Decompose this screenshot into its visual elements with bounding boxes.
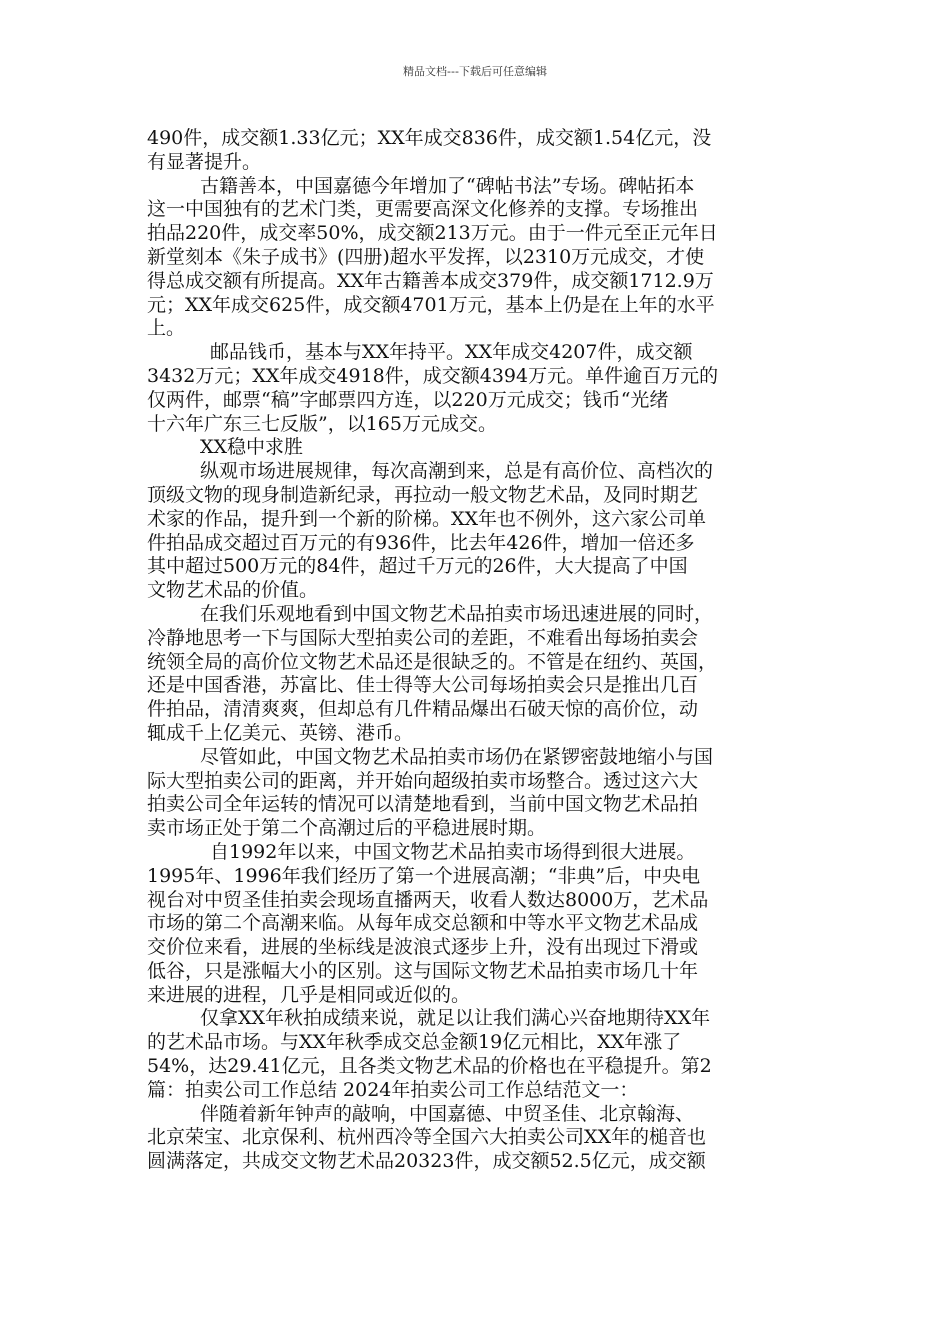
text-line: 1995年、1996年我们经历了第一个进展高潮；“非典”后，中央电 <box>147 864 701 887</box>
text-line: 这一中国独有的艺术门类，更需要高深文化修养的支撑。专场推出 <box>147 198 699 221</box>
text-line: 卖市场正处于第二个高潮过后的平稳进展时期。 <box>147 817 547 840</box>
text-line: 统领全局的高价位文物艺术品还是很缺乏的。不管是在纽约、英国， <box>147 650 718 673</box>
text-line: 古籍善本，中国嘉德今年增加了“碑帖书法”专场。碑帖拓本 <box>200 174 695 197</box>
text-line: 低谷，只是涨幅大小的区别。这与国际文物艺术品拍卖市场几十年 <box>147 959 699 982</box>
text-line: 北京荣宝、北京保利、杭州西冷等全国六大拍卖公司XX年的槌音也 <box>147 1126 707 1149</box>
text-line: 新堂刻本《朱子成书》(四册)超水平发挥，以2310万元成交，才使 <box>147 245 705 268</box>
text-line: 的艺术品市场。与XX年秋季成交总金额19亿元相比，XX年涨了 <box>147 1031 682 1054</box>
text-line: 有显著提升。 <box>147 150 262 173</box>
text-line: 3432万元；XX年成交4918件，成交额4394万元。单件逾百万元的 <box>147 364 719 387</box>
text-line: 顶级文物的现身制造新纪录，再拉动一般文物艺术品，及同时期艺 <box>147 483 699 506</box>
text-line: 拍品220件，成交率50%，成交额213万元。由于一件元至正元年日 <box>147 222 718 245</box>
text-line: 元；XX年成交625件，成交额4701万元，基本上仍是在上年的水平 <box>147 293 715 316</box>
text-line: 自1992年以来，中国文物艺术品拍卖市场得到很大进展。 <box>210 840 696 863</box>
document-body <box>147 127 809 1174</box>
text-line: 篇：拍卖公司工作总结 2024年拍卖公司工作总结范文一： <box>147 1078 639 1101</box>
text-line: 纵观市场进展规律，每次高潮到来，总是有高价位、高档次的 <box>200 460 714 483</box>
text-line: 仅两件，邮票“稿”字邮票四方连，以220万元成交；钱币“光绪 <box>147 388 669 411</box>
page-header: 精品文档---下载后可任意编辑 <box>403 65 547 78</box>
text-line: 交价位来看，进展的坐标线是波浪式逐步上升，没有出现过下滑或 <box>147 936 699 959</box>
text-line: 视台对中贸圣佳拍卖会现场直播两天，收看人数达8000万，艺术品 <box>147 888 709 911</box>
text-line: 圆满落定，共成交文物艺术品20323件，成交额52.5亿元，成交额 <box>147 1150 706 1173</box>
text-line: 在我们乐观地看到中国文物艺术品拍卖市场迅速进展的同时， <box>200 602 714 625</box>
text-line: 件拍品成交超过百万元的有936件，比去年426件，增加一倍还多 <box>147 531 695 554</box>
text-line: 54%，达29.41亿元，且各类文物艺术品的价格也在平稳提升。第2 <box>147 1055 712 1078</box>
text-line: 拍卖公司全年运转的情况可以清楚地看到，当前中国文物艺术品拍 <box>147 793 699 816</box>
text-line: 来进展的进程，几乎是相同或近似的。 <box>147 983 471 1006</box>
text-line: 还是中国香港，苏富比、佳士得等大公司每场拍卖会只是推出几百 <box>147 674 699 697</box>
text-line: 市场的第二个高潮来临。从每年成交总额和中等水平文物艺术品成 <box>147 912 699 935</box>
text-line: 伴随着新年钟声的敲响，中国嘉德、中贸圣佳、北京翰海、 <box>200 1102 695 1125</box>
text-line: 辄成千上亿美元、英镑、港币。 <box>147 721 414 744</box>
text-line: 件拍品，清清爽爽，但却总有几件精品爆出石破天惊的高价位，动 <box>147 698 699 721</box>
text-line: 得总成交额有所提高。XX年古籍善本成交379件，成交额1712.9万 <box>147 269 714 292</box>
text-line: 邮品钱币，基本与XX年持平。XX年成交4207件，成交额 <box>210 341 693 364</box>
text-line: 上。 <box>147 317 186 340</box>
text-line: 490件，成交额1.33亿元；XX年成交836件，成交额1.54亿元，没 <box>147 127 712 149</box>
text-line: XX稳中求胜 <box>200 436 304 459</box>
text-line: 术家的作品，提升到一个新的阶梯。XX年也不例外，这六家公司单 <box>147 507 707 530</box>
text-line: 际大型拍卖公司的距离，并开始向超级拍卖市场整合。透过这六大 <box>147 769 699 792</box>
text-line: 其中超过500万元的84件，超过千万元的26件，大大提高了中国 <box>147 555 688 578</box>
text-line: 十六年广东三七反版”，以165万元成交。 <box>147 412 497 435</box>
text-line: 尽管如此，中国文物艺术品拍卖市场仍在紧锣密鼓地缩小与国 <box>200 745 714 768</box>
text-line: 冷静地思考一下与国际大型拍卖公司的差距，不难看出每场拍卖会 <box>147 626 699 649</box>
text-line: 仅拿XX年秋拍成绩来说，就足以让我们满心兴奋地期待XX年 <box>200 1007 711 1030</box>
text-line: 文物艺术品的价值。 <box>147 579 319 602</box>
